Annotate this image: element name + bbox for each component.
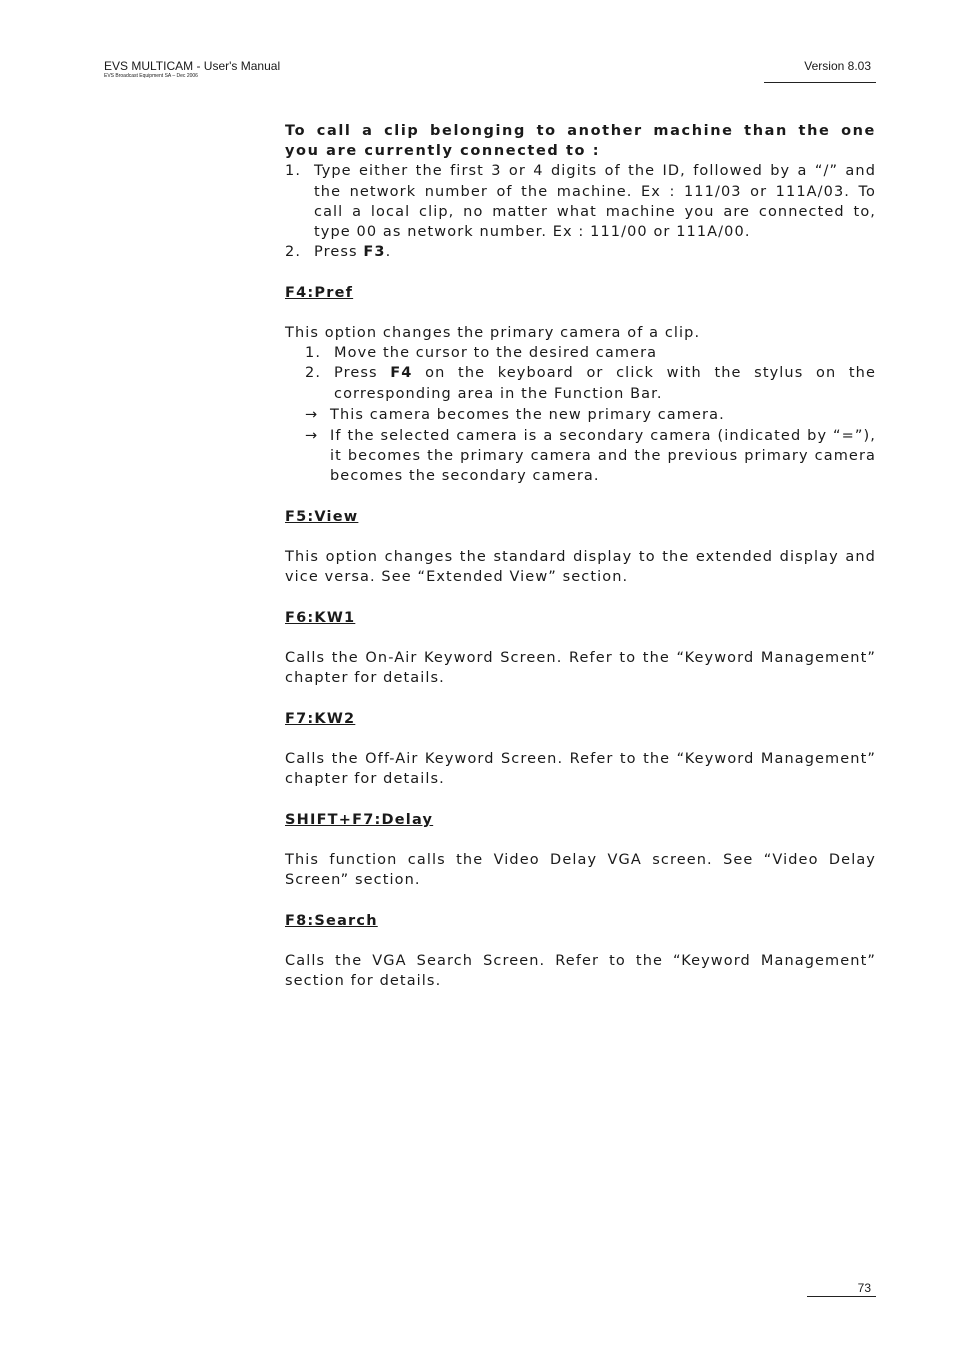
intro-heading: To call a clip belonging to another machine than the one you are currently connected to :: [285, 123, 876, 160]
spacer: [285, 628, 876, 648]
arrow-right-icon: →: [305, 428, 319, 445]
key-f3: F3: [363, 244, 386, 261]
f4-step-2: [285, 363, 876, 403]
step-text: Type either the first 3 or 4 digits of the ID, followed by a “/” and the network number of the machine. Ex : 111/03 or 111A/03. To call a local clip, no matter what machine you are connected to, type 00 as network number. Ex : 111/00 or 111A/00.: [314, 163, 876, 241]
publisher-line: EVS Broadcast Equipment SA – Dec 2006: [104, 73, 198, 79]
section-heading-f4: F4:Pref: [285, 284, 354, 301]
spacer: [285, 487, 876, 507]
version-label: Version 8.03: [804, 59, 871, 73]
f4-step-1: [285, 343, 876, 363]
spacer: [285, 790, 876, 810]
step-number: 2.: [285, 244, 302, 261]
intro-step-2: [285, 242, 876, 262]
step-number: 1.: [305, 345, 322, 362]
arrow-right-icon: →: [305, 406, 319, 423]
step-text-post: on the keyboard or click with the stylus on the corresponding area in the Function Bar.: [334, 365, 876, 402]
footer-rule: [807, 1296, 876, 1297]
spacer: [285, 588, 876, 608]
step-number: 2.: [305, 365, 322, 382]
step-text-pre: Press: [314, 244, 364, 261]
page-number: 73: [857, 1281, 871, 1295]
section-heading-f5: F5:View: [285, 508, 359, 525]
manual-title: EVS MULTICAM - User's Manual: [104, 59, 281, 73]
f4-result-1: [285, 405, 876, 425]
result-text: If the selected camera is a secondary camera (indicated by “=”), it becomes the primary camera and the previous primary camera becomes the secondary camera.: [330, 428, 876, 485]
section-desc-f5: This option changes the standard display to the extended display and vice versa. See “Extended View” section.: [285, 549, 876, 586]
result-text: This camera becomes the new primary camera.: [330, 406, 725, 423]
spacer: [285, 527, 876, 547]
spacer: [285, 262, 876, 282]
key-f4: F4: [390, 365, 413, 382]
intro-step-1: [285, 161, 876, 242]
step-number: 1.: [285, 163, 302, 180]
section-heading-f7: F7:KW2: [285, 710, 356, 727]
header-rule: [764, 82, 876, 83]
f4-result-2: [285, 426, 876, 487]
spacer: [285, 689, 876, 709]
section-heading-f8: F8:Search: [285, 912, 378, 929]
spacer: [285, 931, 876, 951]
section-heading-shift-f7: SHIFT+F7:Delay: [285, 811, 434, 828]
spacer: [285, 891, 876, 911]
page-header: [104, 59, 280, 80]
step-text: Move the cursor to the desired camera: [334, 345, 658, 362]
section-desc-f7: Calls the Off-Air Keyword Screen. Refer to the “Keyword Management” chapter for details.: [285, 751, 876, 788]
section-heading-f6: F6:KW1: [285, 609, 356, 626]
spacer: [285, 830, 876, 850]
section-desc-shift-f7: This function calls the Video Delay VGA screen. See “Video Delay Screen” section.: [285, 852, 876, 889]
spacer: [285, 729, 876, 749]
spacer: [285, 303, 876, 323]
page-content: [285, 121, 876, 992]
step-text-post: .: [385, 244, 392, 261]
step-text-pre: Press: [334, 365, 391, 382]
section-desc-f8: Calls the VGA Search Screen. Refer to the “Keyword Management” section for details.: [285, 953, 876, 990]
section-desc-f4: This option changes the primary camera of a clip.: [285, 325, 701, 341]
section-desc-f6: Calls the On-Air Keyword Screen. Refer to the “Keyword Management” chapter for details.: [285, 650, 876, 687]
